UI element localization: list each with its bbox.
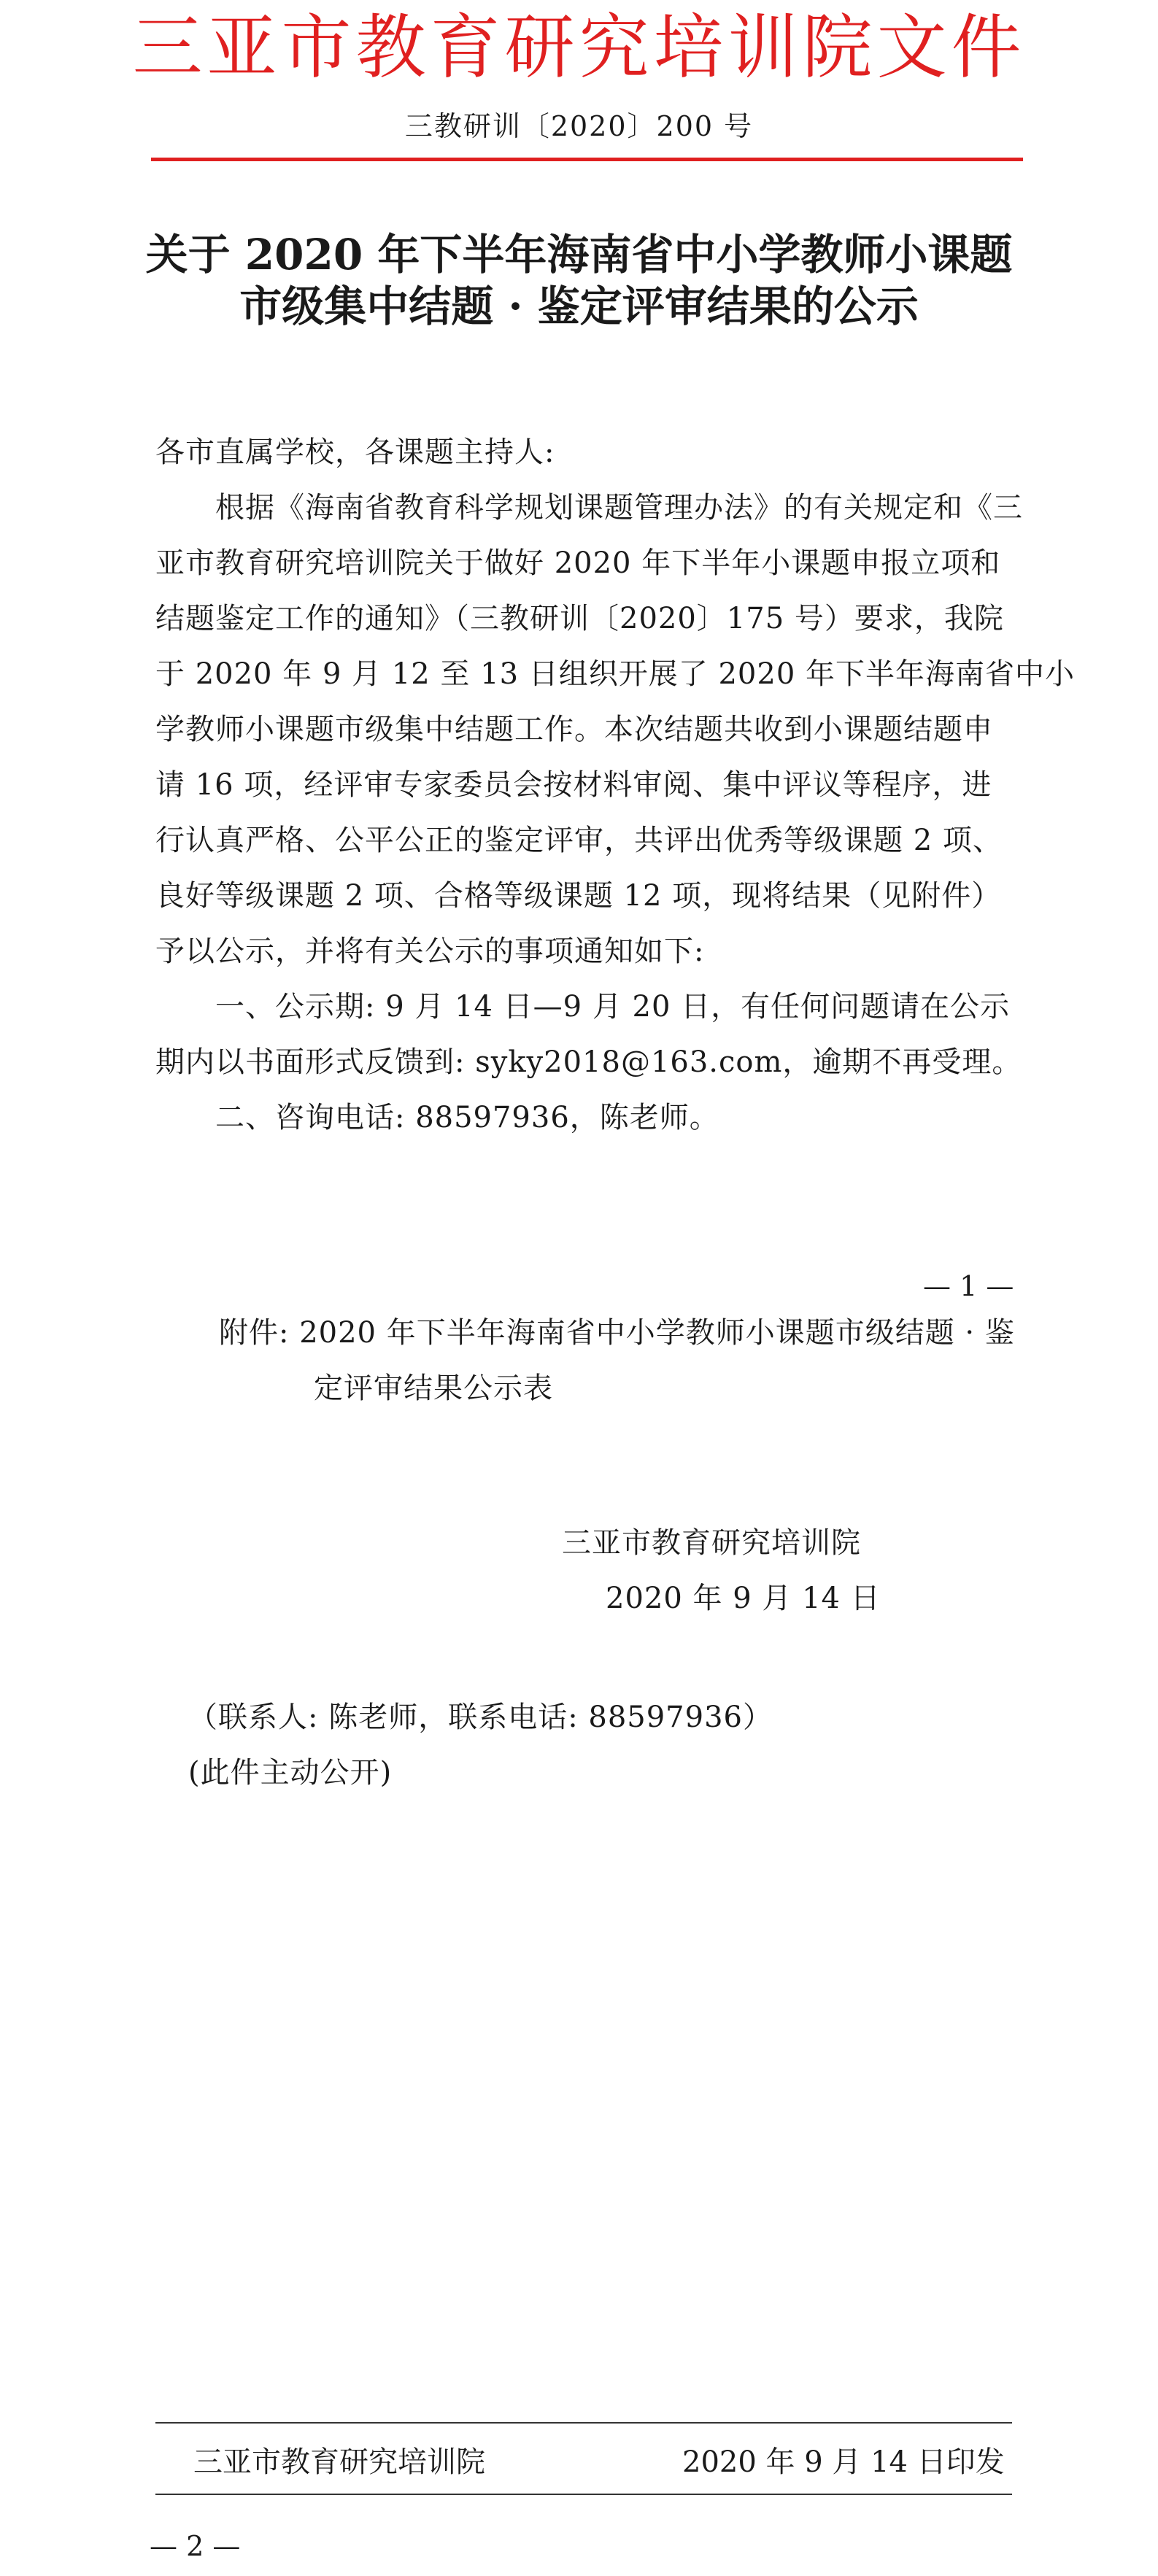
disclosure-note: (此件主动公开) xyxy=(188,1756,393,1790)
body-line: 请 16 项，经评审专家委员会按材料审阅、集中评议等程序，进 xyxy=(155,768,992,802)
body-line: 行认真严格、公平公正的鉴定评审，共评出优秀等级课题 2 项、 xyxy=(155,824,1003,857)
salutation: 各市直属学校，各课题主持人: xyxy=(155,436,555,469)
page-number-2: — 2 — xyxy=(150,2530,241,2562)
masthead-title: 三亚市教育研究培训院文件 xyxy=(132,7,1026,88)
body-line: 于 2020 年 9 月 12 至 13 日组织开展了 2020 年下半年海南省中小 xyxy=(155,657,1075,691)
footer-issuing-org: 三亚市教育研究培训院 xyxy=(193,2445,485,2479)
footer-issue-date: 2020 年 9 月 14 日印发 xyxy=(682,2445,1005,2479)
body-line: 予以公示，并将有关公示的事项通知如下: xyxy=(155,935,705,968)
body-line: 根据《海南省教育科学规划课题管理办法》的有关规定和《三 xyxy=(215,491,1023,525)
item-publicity-period: 一、公示期: 9 月 14 日—9 月 20 日，有任何问题请在公示 xyxy=(215,990,1011,1024)
notice-title-line-1: 关于 2020 年下半年海南省中小学教师小课题 xyxy=(145,230,1013,279)
footer-top-rule xyxy=(155,2422,1012,2424)
item-consult-phone: 二、咨询电话: 88597936，陈老师。 xyxy=(215,1101,719,1134)
signature-org: 三亚市教育研究培训院 xyxy=(562,1526,861,1560)
item-publicity-period-cont: 期内以书面形式反馈到: syky2018@163.com，逾期不再受理。 xyxy=(155,1045,1022,1079)
notice-title-line-2: 市级集中结题 · 鉴定评审结果的公示 xyxy=(239,282,919,331)
contact-info: （联系人: 陈老师，联系电话: 88597936） xyxy=(188,1701,773,1734)
page-number-1: — 1 — xyxy=(923,1270,1014,1302)
signature-date: 2020 年 9 月 14 日 xyxy=(606,1582,881,1615)
body-line: 学教师小课题市级集中结题工作。本次结题共收到小课题结题申 xyxy=(155,713,993,746)
document-number: 三教研训〔2020〕200 号 xyxy=(404,110,754,142)
body-line: 结题鉴定工作的通知》（三教研训〔2020〕175 号）要求，我院 xyxy=(155,602,1004,635)
footer-bottom-rule xyxy=(155,2494,1012,2495)
masthead-red-rule xyxy=(151,158,1023,161)
attachment-line-2: 定评审结果公示表 xyxy=(314,1372,553,1405)
body-line: 亚市教育研究培训院关于做好 2020 年下半年小课题申报立项和 xyxy=(155,546,1001,580)
body-line: 良好等级课题 2 项、合格等级课题 12 项，现将结果（见附件） xyxy=(155,879,1002,913)
attachment-line-1: 附件: 2020 年下半年海南省中小学教师小课题市级结题 · 鉴 xyxy=(219,1316,1015,1350)
